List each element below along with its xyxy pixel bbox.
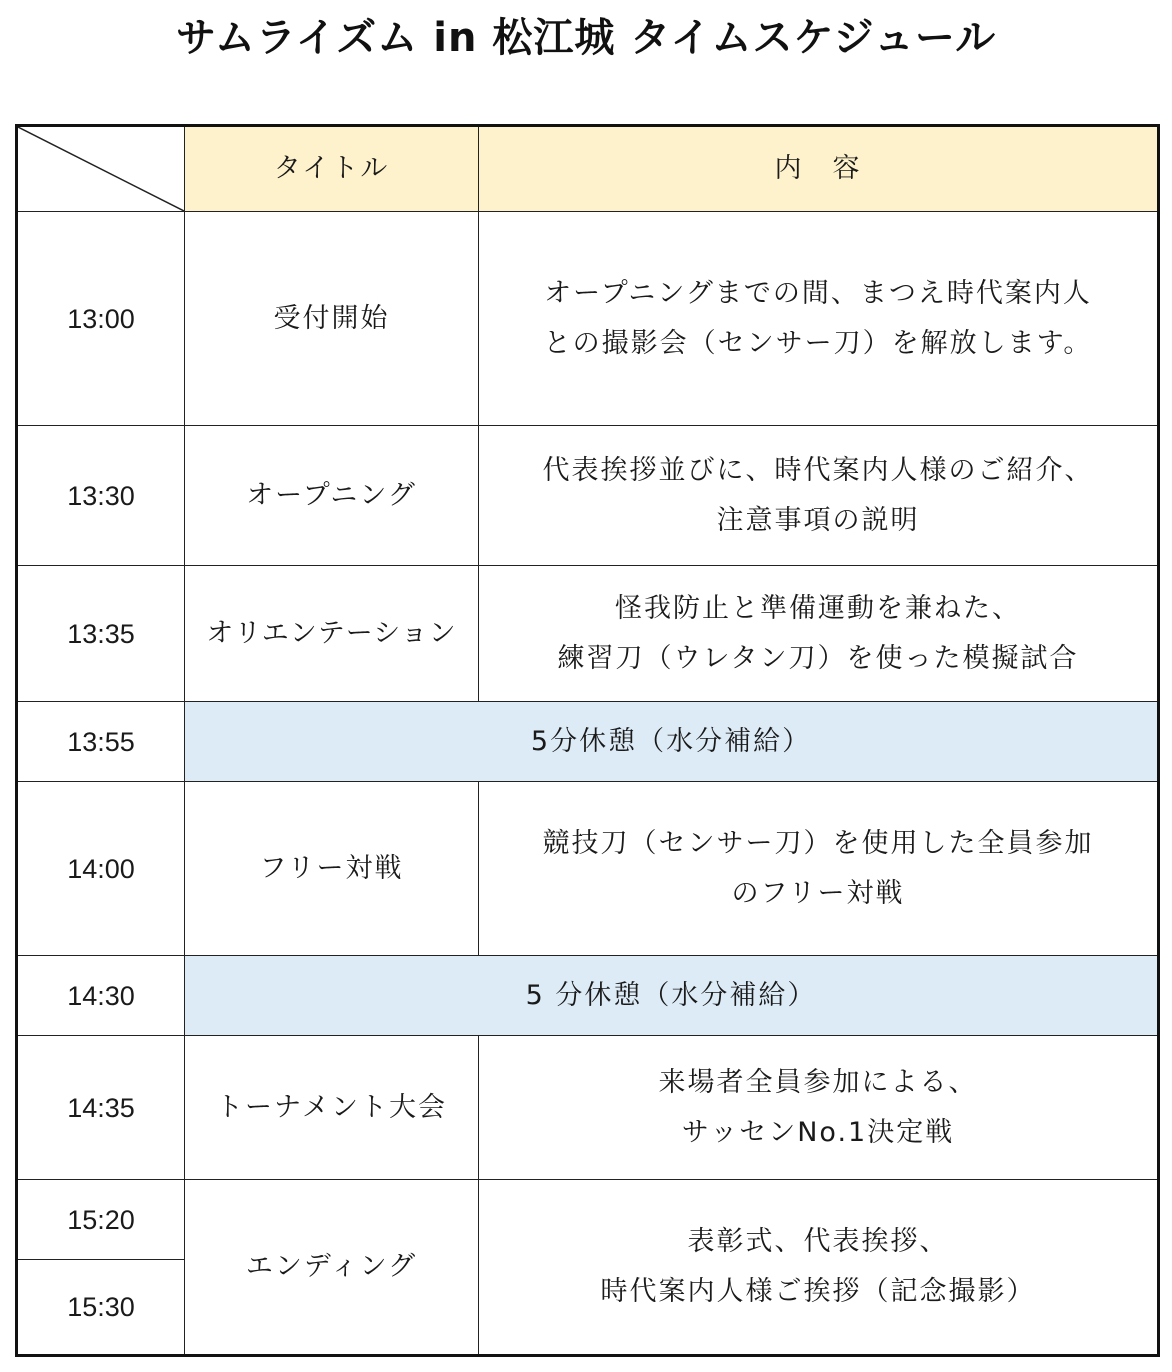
- break-cell: 5 分休憩（水分補給）: [185, 956, 1159, 1036]
- page-title: サムライズム in 松江城 タイムスケジュール: [175, 15, 997, 61]
- time-cell: 13:30: [17, 426, 185, 566]
- break-row: [17, 956, 1159, 1036]
- header-row: [17, 126, 1159, 212]
- title-cell: エンディング: [185, 1180, 479, 1356]
- content-line: との撮影会（センサー刀）を解放します。: [543, 327, 1093, 359]
- break-cell: 5分休憩（水分補給）: [185, 702, 1159, 782]
- content-line: のフリー対戦: [731, 877, 905, 909]
- diagonal-line-icon: [18, 127, 184, 211]
- time-cell: 13:00: [17, 212, 185, 426]
- table-row: [17, 782, 1159, 956]
- content-line: 怪我防止と準備運動を兼ねた、: [615, 592, 1021, 624]
- content-line: 代表挨拶並びに、時代案内人様のご紹介、: [542, 454, 1094, 486]
- title-cell: オリエンテーション: [185, 566, 479, 702]
- content-line: 競技刀（センサー刀）を使用した全員参加: [542, 827, 1094, 859]
- time-cell: 13:35: [17, 566, 185, 702]
- content-cell: [479, 426, 1159, 566]
- table-row: [17, 212, 1159, 426]
- content-line: 時代案内人様ご挨拶（記念撮影）: [600, 1276, 1036, 1307]
- time-cell: 14:35: [17, 1036, 185, 1180]
- title-cell: オープニング: [185, 426, 479, 566]
- time-cell: 15:20: [17, 1180, 185, 1260]
- corner-cell: [17, 126, 185, 212]
- content-cell: [479, 782, 1159, 956]
- content-cell: [479, 1180, 1159, 1356]
- header-content-col: 内 容: [479, 126, 1159, 212]
- content-cell: [479, 566, 1159, 702]
- time-cell: 14:30: [17, 956, 185, 1036]
- title-cell: 受付開始: [185, 212, 479, 426]
- time-cell: 14:00: [17, 782, 185, 956]
- title-cell: フリー対戦: [185, 782, 479, 956]
- title-cell: トーナメント大会: [185, 1036, 479, 1180]
- content-line: オープニングまでの間、まつえ時代案内人: [544, 277, 1092, 309]
- table-row: [17, 1180, 1159, 1260]
- content-cell: [479, 212, 1159, 426]
- content-line: 表彰式、代表挨拶、: [687, 1226, 949, 1257]
- content-line: 注意事項の説明: [716, 504, 920, 536]
- schedule-table: [15, 124, 1160, 1357]
- table-row: [17, 1036, 1159, 1180]
- time-cell: 13:55: [17, 702, 185, 782]
- table-row: [17, 566, 1159, 702]
- content-line: 来場者全員参加による、: [658, 1066, 978, 1098]
- content-line: 練習刀（ウレタン刀）を使った模擬試合: [557, 642, 1079, 674]
- time-cell: 15:30: [17, 1260, 185, 1356]
- content-cell: [479, 1036, 1159, 1180]
- break-row: [17, 702, 1159, 782]
- table-row: [17, 426, 1159, 566]
- header-title-col: タイトル: [185, 126, 479, 212]
- content-line: サッセンNo.1決定戦: [681, 1116, 955, 1148]
